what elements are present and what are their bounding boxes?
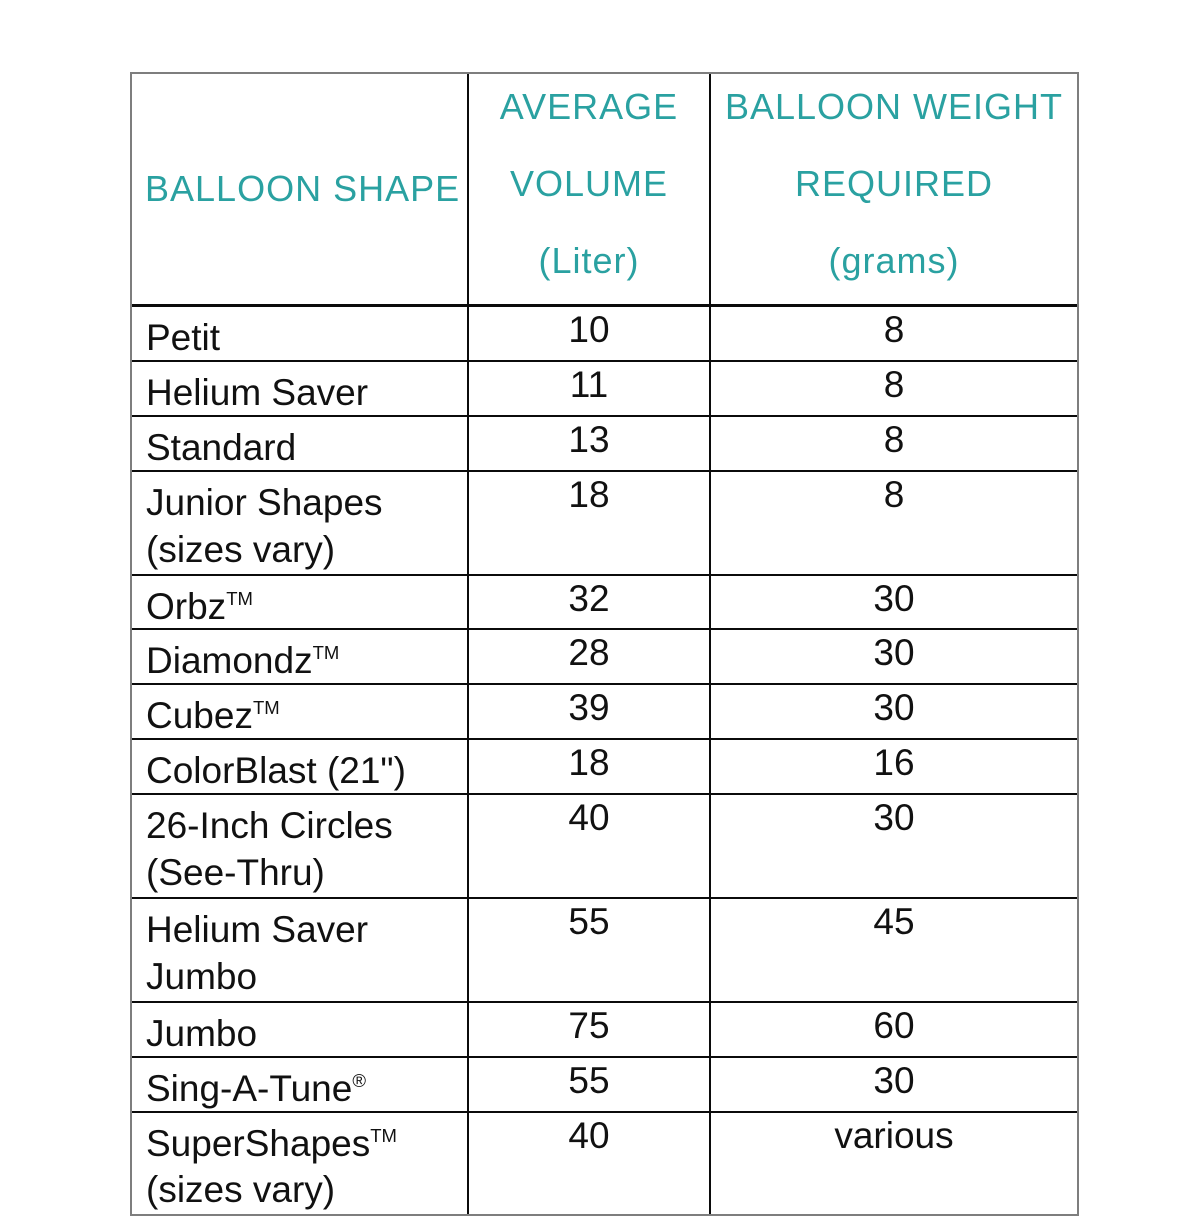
weight-cell: 30 (711, 1058, 1077, 1113)
shape-name: Sing-A-Tune (146, 1067, 353, 1109)
shape-cell (132, 417, 469, 472)
weight-cell: 16 (711, 740, 1077, 795)
shape-name: Standard (146, 426, 297, 468)
table-row-helium-saver (132, 362, 1077, 417)
shape-name: Orbz (146, 585, 227, 627)
header-required-label: REQUIRED (794, 163, 994, 204)
table-row-sing-a-tune (132, 1058, 1077, 1113)
header-cell-balloon-weight (711, 74, 1077, 307)
header-row (132, 74, 1077, 307)
shape-name: Petit (146, 316, 221, 358)
shape-cell (132, 307, 469, 362)
weight-cell: 30 (711, 630, 1077, 685)
table-row-standard (132, 417, 1077, 472)
shape-cell (132, 740, 469, 795)
shape-line2: (See-Thru) (146, 851, 325, 893)
shape-cell (132, 1113, 469, 1215)
volume-cell: 11 (469, 362, 711, 417)
shape-line2: (sizes vary) (146, 1169, 336, 1211)
shape-line2: (sizes vary) (146, 528, 336, 570)
header-cell-average-volume (469, 74, 711, 307)
weight-cell: 30 (711, 576, 1077, 631)
shape-cell (132, 576, 469, 631)
table-row-colorblast (132, 740, 1077, 795)
volume-cell: 28 (469, 630, 711, 685)
header-volume-label: VOLUME (509, 163, 669, 204)
weight-cell: 30 (711, 795, 1077, 899)
shape-line2: Jumbo (146, 955, 258, 997)
shape-cell (132, 362, 469, 417)
table-row-orbz (132, 576, 1077, 631)
shape-name: Cubez (146, 695, 253, 737)
table-row-helium-saver-jumbo (132, 899, 1077, 1003)
shape-name: Jumbo (146, 1012, 258, 1054)
shape-cell (132, 1058, 469, 1113)
balloon-helium-table (130, 72, 1079, 1216)
header-average-label: AVERAGE (499, 86, 679, 127)
trademark-sup: TM (370, 1124, 397, 1146)
header-balloon-weight-label: BALLOON WEIGHT (724, 86, 1064, 127)
trademark-sup: TM (226, 587, 253, 609)
header-liter-unit-label: (Liter) (538, 240, 640, 281)
table-row-diamondz (132, 630, 1077, 685)
shape-cell (132, 630, 469, 685)
weight-cell: 8 (711, 417, 1077, 472)
volume-cell: 39 (469, 685, 711, 740)
header-balloon-shape-label: BALLOON SHAPE (145, 168, 461, 209)
table-row-jumbo (132, 1003, 1077, 1058)
shape-name: Helium Saver (146, 371, 369, 413)
shape-cell (132, 685, 469, 740)
weight-cell: 8 (711, 362, 1077, 417)
volume-cell: 10 (469, 307, 711, 362)
weight-cell: 30 (711, 685, 1077, 740)
shape-cell (132, 795, 469, 899)
shape-name: Junior Shapes (146, 481, 383, 523)
volume-cell: 55 (469, 1058, 711, 1113)
volume-cell: 13 (469, 417, 711, 472)
header-grams-unit-label: (grams) (828, 240, 960, 281)
table-row-junior-shapes (132, 472, 1077, 576)
volume-cell: 32 (469, 576, 711, 631)
shape-name: Diamondz (146, 640, 313, 682)
shape-name: SuperShapes (146, 1122, 371, 1164)
registered-sup: ® (352, 1069, 366, 1091)
header-cell-balloon-shape (132, 74, 469, 307)
volume-cell: 18 (469, 472, 711, 576)
trademark-sup: TM (252, 697, 280, 719)
volume-cell: 18 (469, 740, 711, 795)
trademark-sup: TM (312, 642, 340, 664)
shape-cell (132, 899, 469, 1003)
table-row-26-inch-circles (132, 795, 1077, 899)
weight-cell: 8 (711, 472, 1077, 576)
shape-cell (132, 472, 469, 576)
table-row-supershapes (132, 1113, 1077, 1215)
volume-cell: 40 (469, 795, 711, 899)
volume-cell: 55 (469, 899, 711, 1003)
weight-cell: 8 (711, 307, 1077, 362)
shape-name: 26-Inch Circles (146, 804, 393, 846)
shape-name: ColorBlast (21") (146, 750, 406, 791)
volume-cell: 75 (469, 1003, 711, 1058)
table-row-petit (132, 307, 1077, 362)
weight-cell: 60 (711, 1003, 1077, 1058)
shape-cell (132, 1003, 469, 1058)
weight-cell: 45 (711, 899, 1077, 1003)
shape-name: Helium Saver (146, 908, 369, 950)
weight-cell: various (711, 1113, 1077, 1215)
volume-cell: 40 (469, 1113, 711, 1215)
table-row-cubez (132, 685, 1077, 740)
